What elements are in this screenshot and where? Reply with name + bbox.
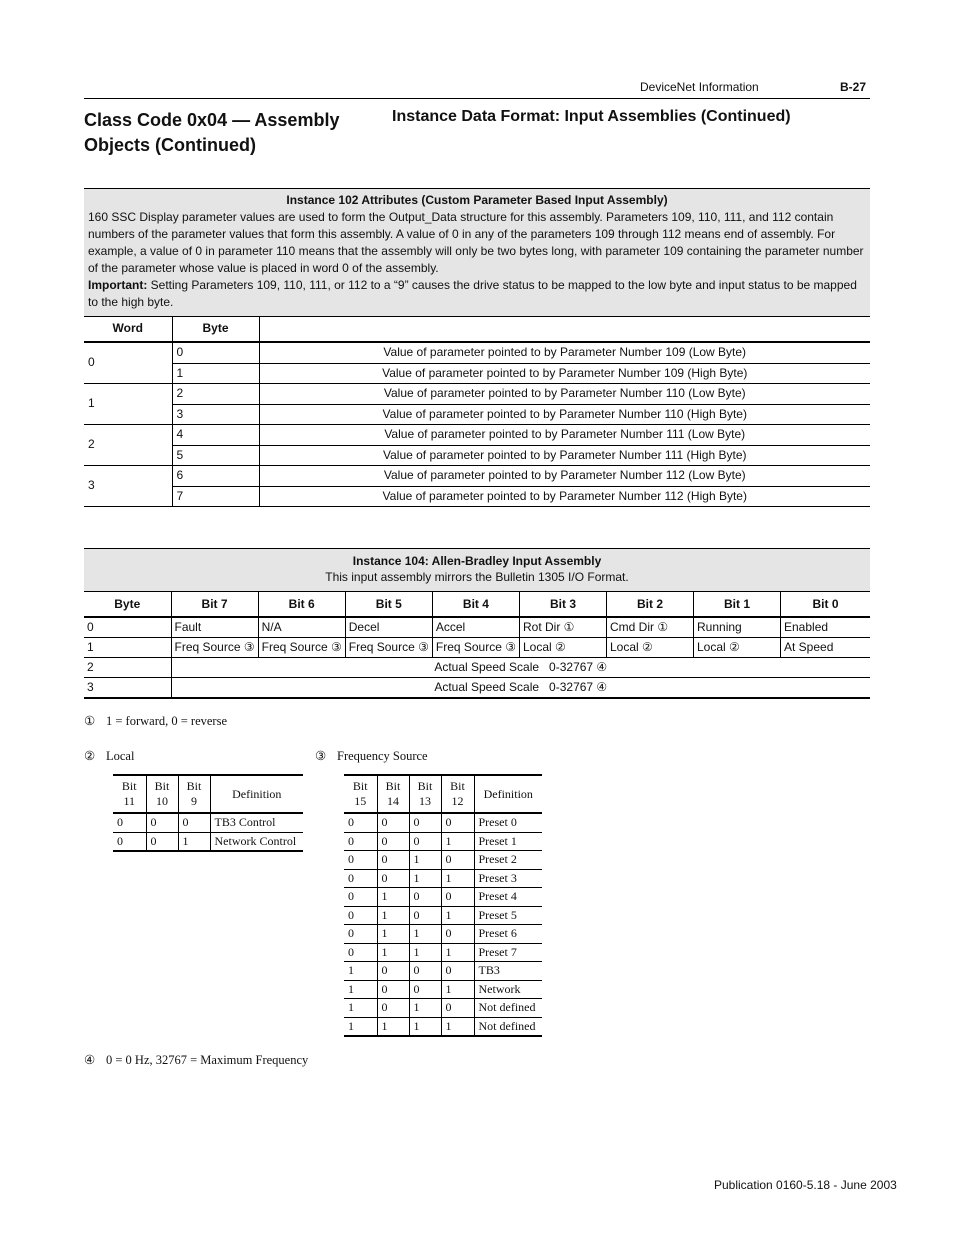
table-row (344, 906, 542, 925)
bit-cell: 0 (409, 980, 441, 999)
instance-104-header-row (84, 592, 870, 618)
byte-cell: 6 (172, 466, 259, 487)
bit-cell: 0 (409, 962, 441, 981)
byte-cell: 0 (172, 342, 259, 363)
value-cell: Value of parameter pointed to by Parameter Number 110 (High Byte) (259, 404, 870, 425)
freq-source-bits-header (344, 775, 542, 813)
instance-102-description: 160 SSC Display parameter values are used to form the Output_Data structure for this assembly. Parameters 109, 110, 111, and 112 contain numbers of the parameter values that form this assembly. A value of 0 in any of the parameters 109 through 112 means end of assembly. For example, a value of 0 in parameter 110 means that the assembly will only be two bytes long, with parameter 109 containing the parameter number of the parameter whose value is placed in word 0 of the assembly. (88, 210, 864, 275)
column-header: Bit 5 (345, 592, 432, 618)
bit-cell: 0 (377, 851, 409, 870)
bit-cell: 0 (441, 962, 474, 981)
bit-cell: 1 (409, 999, 441, 1018)
instance-104-subtitle: This input assembly mirrors the Bulletin 1305 I/O Format. (325, 570, 629, 584)
table-row (344, 888, 542, 907)
local-bits-header (113, 775, 303, 813)
column-header: Bit 2 (607, 592, 694, 618)
byte-cell: 5 (172, 445, 259, 466)
bit-cell: Freq Source ③ (432, 638, 519, 658)
definition-cell: Preset 6 (474, 925, 542, 944)
freq-source-bits-rows (344, 813, 542, 1036)
definition-cell: TB3 (474, 962, 542, 981)
table-row (344, 851, 542, 870)
column-header-text: Bit 13 (417, 779, 433, 808)
column-header (344, 775, 377, 813)
bit-cell: Local ② (694, 638, 781, 658)
byte-cell: 1 (172, 363, 259, 384)
instance-102-description-cell (84, 189, 870, 317)
bit-cell: 1 (441, 832, 474, 851)
byte-cell: 2 (172, 384, 259, 405)
running-header-section: DeviceNet Information (640, 80, 759, 94)
column-header-text: Bit 11 (121, 779, 137, 808)
bit-cell: 1 (409, 1017, 441, 1036)
bit-cell: 0 (377, 962, 409, 981)
bit-cell: Freq Source ③ (258, 638, 345, 658)
bit-cell: Enabled (781, 617, 871, 638)
col-value (259, 317, 870, 343)
bit-cell: Fault (171, 617, 258, 638)
bit-cell: 0 (441, 888, 474, 907)
byte-cell: 1 (84, 638, 171, 658)
column-header: Bit 3 (520, 592, 607, 618)
bit-cell: 1 (344, 980, 377, 999)
column-header (377, 775, 409, 813)
byte-cell: 0 (84, 617, 171, 638)
footnote-2 (84, 748, 134, 764)
bit-cell: 0 (344, 943, 377, 962)
col-byte: Byte (172, 317, 259, 343)
byte-cell: 7 (172, 486, 259, 507)
column-header-text: Bit 14 (385, 779, 401, 808)
bit-cell: At Speed (781, 638, 871, 658)
bit-cell: Decel (345, 617, 432, 638)
bit-cell: 0 (441, 999, 474, 1018)
bit-cell: 0 (344, 906, 377, 925)
column-header (113, 775, 146, 813)
table-row (84, 363, 870, 384)
byte-cell: 4 (172, 425, 259, 446)
bit-cell: 0 (113, 832, 146, 851)
bit-cell: 0 (146, 832, 178, 851)
value-cell: Value of parameter pointed to by Parameter Number 109 (Low Byte) (259, 342, 870, 363)
bit-cell: 0 (344, 869, 377, 888)
bit-cell: 0 (441, 925, 474, 944)
instance-104-row-3 (84, 678, 870, 699)
bit-cell: 0 (409, 832, 441, 851)
footnote-2-mark: ② (84, 749, 96, 763)
table-row (344, 943, 542, 962)
definition-cell: Not defined (474, 999, 542, 1018)
bit-cell: 0 (146, 813, 178, 832)
definition-cell: Preset 5 (474, 906, 542, 925)
word-cell: 3 (84, 466, 172, 507)
bit-cell: 1 (344, 1017, 377, 1036)
bit-cell: 0 (441, 851, 474, 870)
bit-cell: 0 (344, 832, 377, 851)
bit-cell: 1 (409, 851, 441, 870)
speed-scale-cell: Actual Speed Scale 0-32767 ④ (171, 678, 870, 699)
bit-cell: 1 (409, 943, 441, 962)
bit-cell: 0 (344, 851, 377, 870)
freq-source-bits-table (344, 774, 542, 1037)
col-word: Word (84, 317, 172, 343)
table-row (344, 832, 542, 851)
bit-cell: Freq Source ③ (345, 638, 432, 658)
byte-cell: 3 (84, 678, 171, 699)
definition-cell: Not defined (474, 1017, 542, 1036)
bit-cell: 1 (441, 943, 474, 962)
bit-cell: 1 (377, 906, 409, 925)
bit-cell: 1 (377, 1017, 409, 1036)
bit-cell: 1 (441, 906, 474, 925)
table-row (344, 1017, 542, 1036)
value-cell: Value of parameter pointed to by Parameter Number 112 (High Byte) (259, 486, 870, 507)
instance-102-important (88, 277, 866, 311)
bit-cell: 1 (344, 962, 377, 981)
table-row (113, 832, 303, 851)
instance-102-title: Instance 102 Attributes (Custom Parameter Based Input Assembly) (286, 193, 668, 207)
definition-cell: TB3 Control (210, 813, 303, 832)
important-text: Setting Parameters 109, 110, 111, or 112 to a “9” causes the drive status to be mapped to the low byte and input status to be mapped to the high byte. (88, 278, 857, 309)
bit-cell: 0 (344, 813, 377, 832)
bit-cell: 1 (178, 832, 210, 851)
definition-cell: Preset 3 (474, 869, 542, 888)
column-header: Bit 0 (781, 592, 871, 618)
instance-104-title: Instance 104: Allen-Bradley Input Assembly (352, 554, 602, 568)
column-header: Bit 6 (258, 592, 345, 618)
footnote-4-mark: ④ (84, 1053, 96, 1067)
table-row (84, 486, 870, 507)
instance-104-row-1 (84, 638, 870, 658)
footnote-1-text: 1 = forward, 0 = reverse (106, 714, 227, 728)
local-bits-table (113, 774, 303, 852)
bit-cell: Rot Dir ① (520, 617, 607, 638)
footnote-4 (84, 1052, 308, 1068)
bit-cell: 0 (178, 813, 210, 832)
table-row (344, 999, 542, 1018)
value-cell: Value of parameter pointed to by Parameter Number 110 (Low Byte) (259, 384, 870, 405)
bit-cell: Running (694, 617, 781, 638)
column-header (409, 775, 441, 813)
table-row (84, 445, 870, 466)
bit-cell: 1 (377, 943, 409, 962)
page-number: B-27 (840, 80, 867, 94)
column-header: Bit 1 (694, 592, 781, 618)
bit-cell: 0 (344, 925, 377, 944)
word-cell: 0 (84, 342, 172, 384)
table-row (113, 813, 303, 832)
footnote-1-mark: ① (84, 714, 96, 728)
column-header (146, 775, 178, 813)
bit-cell: 0 (409, 888, 441, 907)
table-row (84, 425, 870, 446)
table-row (84, 466, 870, 487)
definition-cell: Preset 7 (474, 943, 542, 962)
value-cell: Value of parameter pointed to by Parameter Number 112 (Low Byte) (259, 466, 870, 487)
column-header (178, 775, 210, 813)
instance-102-rows (84, 342, 870, 507)
footnote-3 (315, 748, 428, 764)
footnote-1 (84, 713, 227, 729)
bit-cell: Accel (432, 617, 519, 638)
value-cell: Value of parameter pointed to by Parameter Number 111 (Low Byte) (259, 425, 870, 446)
table-row (84, 404, 870, 425)
definition-cell: Network Control (210, 832, 303, 851)
column-header-text: Bit 15 (352, 779, 368, 808)
column-header (441, 775, 474, 813)
speed-scale-cell: Actual Speed Scale 0-32767 ④ (171, 658, 870, 678)
column-header-text: Bit 12 (450, 779, 465, 808)
table-row (84, 342, 870, 363)
column-header: Definition (474, 775, 542, 813)
bit-cell: 1 (377, 925, 409, 944)
footnote-2-text: Local (106, 749, 135, 763)
column-header-text: Bit 10 (154, 779, 170, 808)
table-row (344, 980, 542, 999)
side-title: Class Code 0x04 — Assembly Objects (Continued) (84, 110, 340, 155)
column-header: Bit 4 (432, 592, 519, 618)
byte-cell: 3 (172, 404, 259, 425)
table-row (344, 962, 542, 981)
table-row (344, 925, 542, 944)
column-header: Byte (84, 592, 171, 618)
definition-cell: Preset 2 (474, 851, 542, 870)
bit-cell: 0 (441, 813, 474, 832)
footnote-3-text: Frequency Source (337, 749, 428, 763)
definition-cell: Preset 0 (474, 813, 542, 832)
bit-cell: Local ② (520, 638, 607, 658)
publication-footer: Publication 0160-5.18 - June 2003 (714, 1178, 897, 1192)
value-cell: Value of parameter pointed to by Parameter Number 111 (High Byte) (259, 445, 870, 466)
instance-104-table (84, 548, 870, 699)
instance-104-row-0 (84, 617, 870, 638)
bit-cell: 1 (409, 869, 441, 888)
bit-cell: 1 (409, 925, 441, 944)
bit-cell: 0 (344, 888, 377, 907)
bit-cell: 1 (441, 980, 474, 999)
main-title: Instance Data Format: Input Assemblies (Continued) (392, 108, 791, 125)
value-cell: Value of parameter pointed to by Parameter Number 109 (High Byte) (259, 363, 870, 384)
bit-cell: Cmd Dir ① (607, 617, 694, 638)
byte-cell: 2 (84, 658, 171, 678)
table-row (344, 869, 542, 888)
table-row (84, 384, 870, 405)
instance-104-row-2 (84, 658, 870, 678)
bit-cell: 0 (377, 980, 409, 999)
bit-cell: 1 (441, 869, 474, 888)
header-rule (84, 98, 870, 99)
bit-cell: 1 (441, 1017, 474, 1036)
bit-cell: 0 (113, 813, 146, 832)
definition-cell: Preset 1 (474, 832, 542, 851)
bit-cell: 0 (377, 813, 409, 832)
local-bits-rows (113, 813, 303, 851)
word-cell: 2 (84, 425, 172, 466)
column-header: Bit 7 (171, 592, 258, 618)
bit-cell: Local ② (607, 638, 694, 658)
bit-cell: N/A (258, 617, 345, 638)
column-header: Definition (210, 775, 303, 813)
bit-cell: Freq Source ③ (171, 638, 258, 658)
table-row (344, 813, 542, 832)
bit-cell: 1 (344, 999, 377, 1018)
bit-cell: 0 (377, 869, 409, 888)
bit-cell: 0 (409, 813, 441, 832)
instance-104-title-cell (84, 549, 870, 592)
column-header-text: Bit 9 (186, 779, 202, 808)
bit-cell: 0 (409, 906, 441, 925)
word-cell: 1 (84, 384, 172, 425)
definition-cell: Preset 4 (474, 888, 542, 907)
instance-102-table (84, 188, 870, 507)
bit-cell: 0 (377, 832, 409, 851)
bit-cell: 0 (377, 999, 409, 1018)
definition-cell: Network (474, 980, 542, 999)
footnote-4-text: 0 = 0 Hz, 32767 = Maximum Frequency (106, 1053, 309, 1067)
bit-cell: 1 (377, 888, 409, 907)
important-label: Important: (88, 278, 148, 292)
footnote-3-mark: ③ (315, 749, 327, 763)
